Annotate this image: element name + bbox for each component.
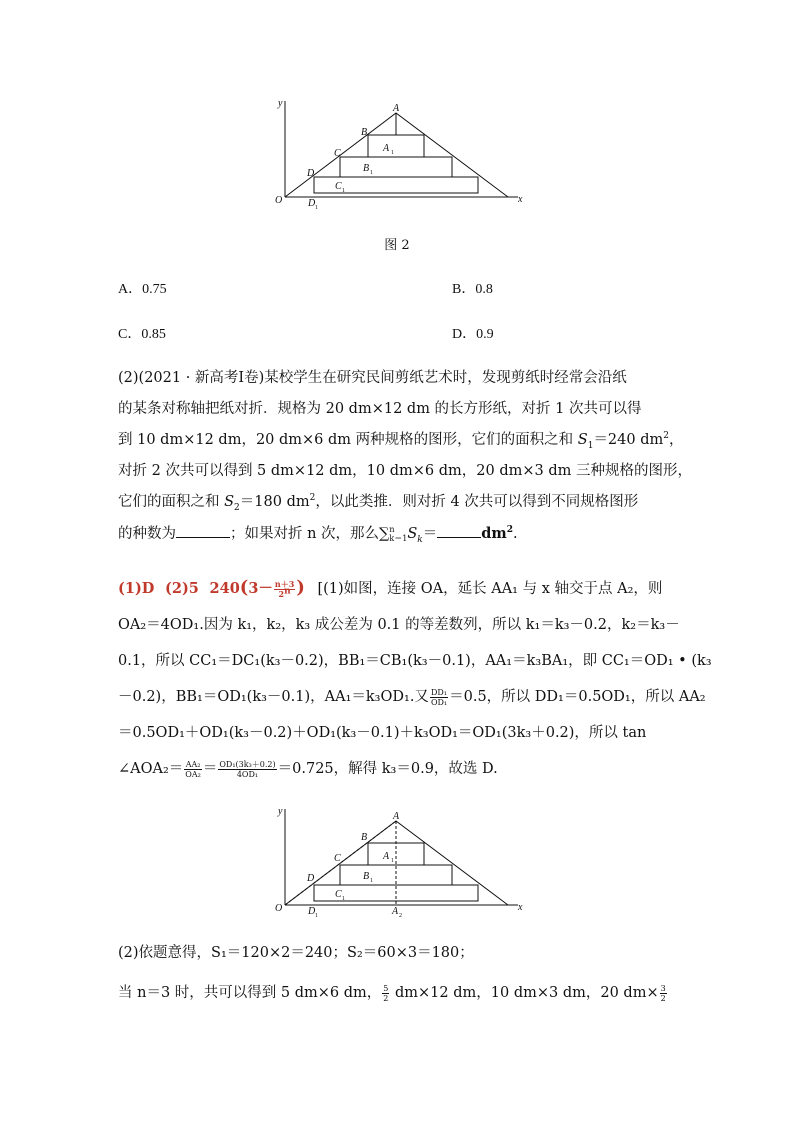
svg-text:1: 1 bbox=[342, 896, 345, 902]
solution-line-5: ＝0.5OD₁＋OD₁(k₃－0.2)＋OD₁(k₃－0.1)＋k₃OD₁＝OD₁(3k₃＋0.2)，所以 tan bbox=[118, 725, 647, 741]
solution-line-4: －0.2)，BB₁＝OD₁(k₃－0.1)，AA₁＝k₃OD₁.又 $\frac{\text{DD₁}}{\text{OD₁}}$ ＝0.5，所以 DD₁＝0.5OD₁，所以 AA₂ bbox=[118, 687, 706, 707]
svg-text:A: A bbox=[393, 811, 400, 822]
solution-line-2: OA₂＝4OD₁.因为 k₁，k₂，k₃ 成公差为 0.1 的等差数列，所以 k₁＝k₃－0.2，k₂＝k₃－ bbox=[118, 617, 680, 633]
label-o: O bbox=[275, 195, 283, 206]
figure-1 bbox=[268, 95, 530, 213]
svg-text:B: B bbox=[361, 832, 368, 843]
svg-text:D: D bbox=[307, 873, 315, 884]
svg-text:A: A bbox=[392, 906, 399, 917]
answer-1: (1)D bbox=[118, 580, 155, 597]
answer-3: 240(3－ $\frac{n+3}{2^n}$ ) bbox=[209, 577, 305, 599]
label-d: D bbox=[307, 168, 315, 179]
figure-2 bbox=[268, 803, 530, 921]
label-x: x bbox=[518, 194, 523, 205]
option-c: C．0.85 bbox=[118, 327, 166, 342]
q2-line-2: 的某条对称轴把纸对折．规格为 20 dm×12 dm 的长方形纸，对折 1 次共可以得 bbox=[118, 401, 642, 417]
svg-text:x: x bbox=[518, 902, 523, 913]
figure-caption: 图 2 bbox=[384, 238, 410, 253]
svg-text:D: D bbox=[308, 906, 316, 917]
answer-2: (2)5 bbox=[165, 580, 199, 597]
svg-text:B: B bbox=[363, 871, 370, 882]
q2-line-5: 它们的面积之和 $S_2=180$ $dm^2$，以此类推．则对折 4 次共可以得到不同规格图形 bbox=[118, 493, 639, 513]
q2-line-6: 的种数为 ；如果对折 n 次，那么∑ n k＝1 $S_k= dm^2$. bbox=[118, 525, 518, 545]
label-a: A bbox=[393, 103, 400, 114]
q2-line-1: (2)(2021 · 新高考Ⅰ卷)某校学生在研究民间剪纸艺术时，发现剪纸时经常会沿纸 bbox=[118, 370, 627, 386]
option-a: A．0.75 bbox=[118, 282, 167, 297]
part2-line-1: (2)依题意得，S₁＝120×2＝240；S₂＝60×3＝180； bbox=[118, 945, 474, 961]
question-2 bbox=[118, 363, 692, 550]
part2-line-2: 当 n＝3 时，共可以得到 5 dm×6 dm， $\frac{5}{2}$ dm×12 dm，10 dm×3 dm，20 dm× $\frac{3}{2}$ bbox=[118, 983, 666, 1003]
rect-b1 bbox=[368, 135, 424, 157]
solution bbox=[118, 570, 712, 787]
solution-line-6: ∠AOA₂＝ $\frac{\text{AA₂}}{\text{OA₂}}$ ＝ $\frac{\text{OD₁(3k₃＋0.2)}}{\text{4OD₁}}$ ＝0.725，解得 k₃＝0.9，故选 D. bbox=[118, 759, 498, 779]
svg-text:A: A bbox=[383, 851, 390, 862]
svg-text:1: 1 bbox=[370, 170, 373, 176]
label-y: y bbox=[278, 98, 283, 109]
svg-text:C: C bbox=[335, 889, 342, 900]
svg-text:y: y bbox=[278, 806, 283, 817]
label-b: B bbox=[361, 127, 368, 138]
svg-text:1: 1 bbox=[391, 150, 394, 156]
answer-blank-1 bbox=[176, 525, 230, 538]
svg-text:1: 1 bbox=[342, 188, 345, 194]
label-a1: A bbox=[383, 143, 390, 154]
q2-line-3: 到 10 dm×12 dm，20 dm×6 dm 两种规格的图形，它们的面积之和 $S_1=240$ $dm^2$， bbox=[118, 431, 684, 451]
label-c: C bbox=[334, 148, 341, 159]
option-b: B．0.8 bbox=[452, 282, 493, 297]
solution-line-3: 0.1，所以 CC₁＝DC₁(k₃－0.2)，BB₁＝CB₁(k₃－0.1)，AA₁＝k₃BA₁，即 CC₁＝OD₁ • (k₃ bbox=[118, 653, 712, 669]
label-d1: D bbox=[308, 198, 316, 209]
label-b1: B bbox=[363, 163, 370, 174]
svg-text:C: C bbox=[334, 853, 341, 864]
svg-text:1: 1 bbox=[391, 858, 394, 864]
label-c1: C bbox=[335, 181, 342, 192]
solution-line-1: (1)D (2)5 240(3－ $\frac{n+3}{2^n}$ ) [(1)如图，连接 OA，延长 AA₁ 与 x 轴交于点 A₂，则 bbox=[118, 577, 663, 599]
part-2-solution bbox=[118, 933, 678, 1013]
rect-c1 bbox=[340, 157, 452, 177]
svg-text:2: 2 bbox=[399, 913, 402, 919]
q2-line-4: 对折 2 次共可以得到 5 dm×12 dm，10 dm×6 dm，20 dm×3 dm 三种规格的图形， bbox=[118, 463, 692, 479]
svg-text:1: 1 bbox=[315, 913, 318, 919]
answer-blank-2 bbox=[437, 525, 481, 538]
svg-text:O: O bbox=[275, 903, 283, 914]
svg-text:1: 1 bbox=[370, 878, 373, 884]
option-d: D．0.9 bbox=[452, 327, 494, 342]
svg-text:1: 1 bbox=[315, 205, 318, 211]
